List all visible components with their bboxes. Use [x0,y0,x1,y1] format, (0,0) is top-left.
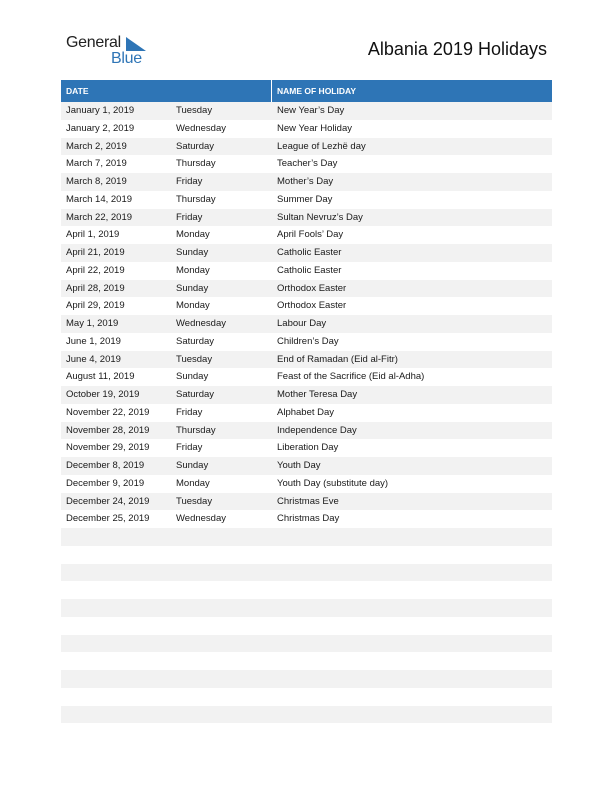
table-row [61,635,552,653]
row-date: November 29, 2019 [66,442,150,454]
row-holiday-name: Alphabet Day [277,406,335,418]
row-weekday: Saturday [176,335,215,347]
row-weekday: Friday [176,442,203,454]
row-weekday: Tuesday [176,495,213,507]
table-row [61,439,552,457]
table-row [61,102,552,120]
table-row [61,581,552,599]
header-divider [271,80,272,102]
row-date: March 8, 2019 [66,176,127,187]
row-holiday-name: Mother Teresa Day [277,389,358,400]
table-row [61,510,552,528]
row-date: April 22, 2019 [66,264,125,276]
row-holiday-name: April Fools’ Day [277,229,344,241]
row-holiday-name: Christmas Eve [277,495,339,507]
row-weekday: Sunday [176,282,209,294]
row-holiday-name: New Year Holiday [277,122,352,134]
logo-text-blue: Blue [111,50,142,67]
page-title: Albania 2019 Holidays [367,39,547,59]
row-date: June 1, 2019 [66,335,121,347]
row-weekday: Monday [176,477,210,489]
row-holiday-name: Mother’s Day [277,176,334,187]
row-weekday: Monday [176,300,210,312]
table-row [61,688,552,706]
row-holiday-name: Feast of the Sacrifice (Eid al-Adha) [277,371,425,383]
row-date: November 28, 2019 [66,424,150,436]
row-weekday: Friday [176,176,203,187]
row-weekday: Sunday [176,371,209,383]
table-row [61,404,552,422]
row-weekday: Thursday [176,193,216,205]
row-date: March 14, 2019 [66,193,133,205]
row-date: August 11, 2019 [66,371,135,383]
blue-triangle-icon [126,37,146,51]
row-date: December 9, 2019 [66,477,145,489]
table-row [61,191,552,209]
row-holiday-name: End of Ramadan (Eid al-Fitr) [277,353,398,365]
row-date: December 25, 2019 [66,513,150,525]
row-holiday-name: Youth Day (substitute day) [277,477,389,489]
row-date: March 2, 2019 [66,140,127,152]
table-row [61,280,552,298]
row-date: March 22, 2019 [66,211,133,223]
row-date: January 1, 2019 [66,105,135,116]
table-row [61,546,552,564]
row-weekday: Saturday [176,389,215,400]
table-row [61,209,552,227]
row-weekday: Friday [176,211,203,223]
table-row [61,297,552,315]
table-row [61,333,552,351]
row-holiday-name: Independence Day [277,424,357,436]
row-holiday-name: Christmas Day [277,513,340,525]
table-row [61,368,552,386]
row-date: December 24, 2019 [66,495,150,507]
table-row [61,564,552,582]
logo [66,34,156,68]
row-date: March 7, 2019 [66,158,127,170]
row-weekday: Wednesday [176,318,226,329]
row-holiday-name: Youth Day [277,460,321,471]
row-weekday: Wednesday [176,513,226,525]
row-holiday-name: Catholic Easter [277,247,342,258]
table-row [61,138,552,156]
table-row [61,457,552,475]
row-weekday: Monday [176,264,210,276]
holiday-table [61,80,552,741]
table-row [61,599,552,617]
row-date: January 2, 2019 [66,122,135,134]
row-date: April 1, 2019 [66,229,120,241]
row-holiday-name: Labour Day [277,318,327,329]
header-holiday-name: NAME OF HOLIDAY [277,86,357,96]
table-row [61,528,552,546]
table-row [61,475,552,493]
table-row [61,262,552,280]
table-row [61,226,552,244]
table-row [61,351,552,369]
row-date: April 28, 2019 [66,282,125,294]
table-row [61,155,552,173]
table-row [61,723,552,741]
row-holiday-name: Summer Day [277,193,333,205]
table-row [61,173,552,191]
logo-text-general: General [66,34,121,51]
row-holiday-name: Teacher’s Day [277,158,338,170]
row-holiday-name: Catholic Easter [277,264,342,276]
row-holiday-name: New Year’s Day [277,105,345,116]
row-weekday: Friday [176,406,203,418]
row-date: April 29, 2019 [66,300,125,312]
table-row [61,120,552,138]
row-weekday: Monday [176,229,210,241]
row-holiday-name: Children’s Day [277,335,339,347]
table-body [61,102,552,741]
table-row [61,386,552,404]
table-row [61,493,552,511]
row-weekday: Tuesday [176,105,213,116]
row-holiday-name: Orthodox Easter [277,300,347,312]
table-row [61,706,552,724]
row-date: May 1, 2019 [66,318,119,329]
table-row [61,652,552,670]
row-date: October 19, 2019 [66,389,140,400]
row-date: April 21, 2019 [66,247,125,258]
table-row [61,617,552,635]
table-row [61,244,552,262]
row-weekday: Tuesday [176,353,213,365]
row-holiday-name: Liberation Day [277,442,339,454]
row-holiday-name: League of Lezhë day [277,140,366,152]
row-holiday-name: Orthodox Easter [277,282,347,294]
row-weekday: Thursday [176,424,216,436]
table-row [61,670,552,688]
header-date: DATE [66,86,89,96]
table-row [61,315,552,333]
row-weekday: Sunday [176,247,209,258]
row-weekday: Saturday [176,140,215,152]
row-date: December 8, 2019 [66,460,145,471]
row-weekday: Thursday [176,158,216,170]
table-row [61,422,552,440]
row-date: June 4, 2019 [66,353,121,365]
row-date: November 22, 2019 [66,406,150,418]
row-holiday-name: Sultan Nevruz’s Day [277,211,363,223]
table-header [61,80,552,102]
row-weekday: Wednesday [176,122,226,134]
row-weekday: Sunday [176,460,209,471]
